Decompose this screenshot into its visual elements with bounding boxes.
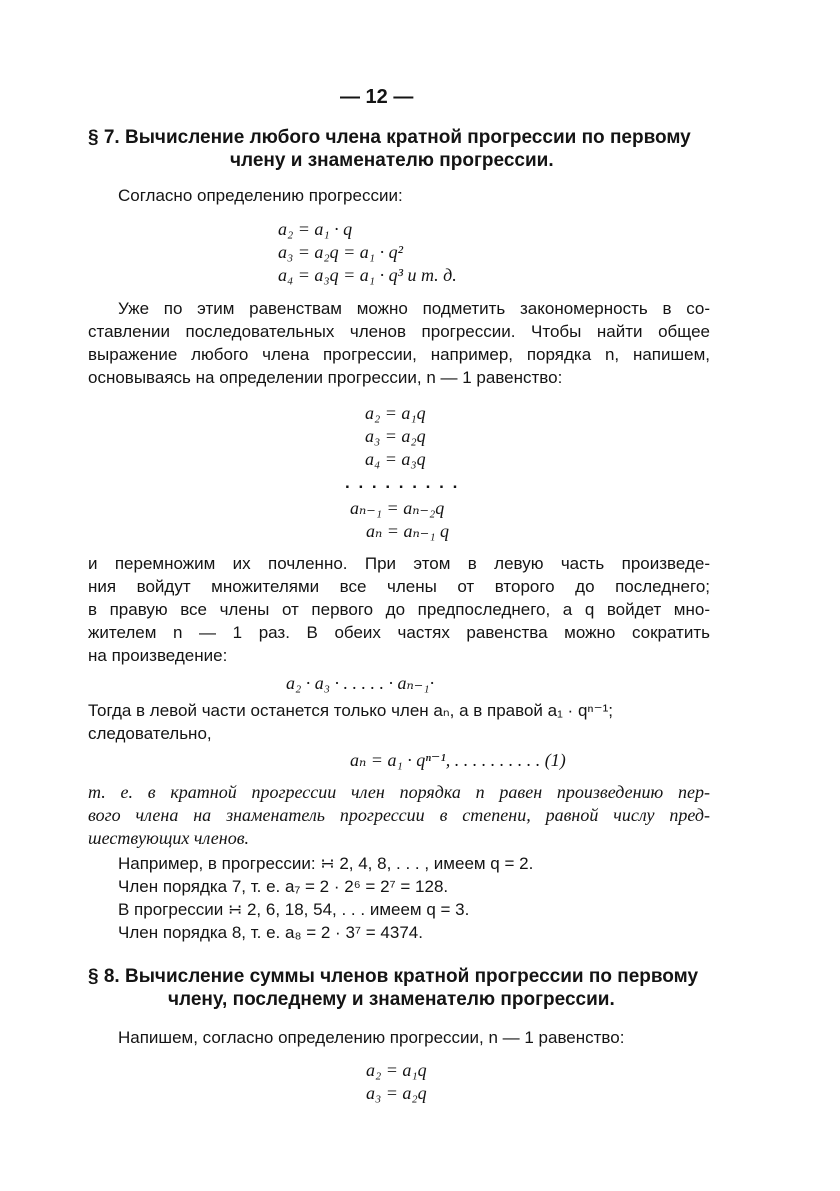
equation-a2: a₂ = a₁ · q (278, 219, 353, 239)
product-expression: a₂ · a₃ · . . . . . · aₙ₋₁· (286, 673, 435, 693)
system-eq-2: a₃ = a₂q (365, 426, 426, 446)
paragraph2-line3: в правую все члены от первого до предпоследнего, а q войдет мно- (88, 600, 710, 619)
paragraph3-line2: следовательно, (88, 724, 212, 743)
example-4: Член порядка 8, т. е. a₈ = 2 · 3⁷ = 4374. (118, 923, 423, 942)
paragraph3-line1: Тогда в левой части останется только член aₙ, а в правой a₁ · qⁿ⁻¹; (88, 701, 613, 720)
section8-heading-line2: члену, последнему и знаменателю прогрессии. (168, 989, 615, 1010)
section8-equation-2: a₃ = a₂q (366, 1083, 427, 1103)
section7-intro: Согласно определению прогрессии: (118, 186, 403, 205)
page-number: — 12 — (340, 86, 414, 108)
paragraph1-line2: ставлении последовательных членов прогрессии. Чтобы найти общее (88, 322, 710, 341)
system-eq-n-minus-1: aₙ₋₁ = aₙ₋₂q (350, 498, 445, 518)
section7-heading-line2: члену и знаменателю прогрессии. (230, 150, 554, 171)
example-3: В прогрессии ∺ 2, 6, 18, 54, . . . имеем q = 3. (118, 900, 470, 919)
paragraph2-line1: и перемножим их почленно. При этом в левую часть произведе- (88, 554, 710, 573)
conclusion-line3: шествующих членов. (88, 828, 250, 848)
example-2: Член порядка 7, т. е. a₇ = 2 · 2⁶ = 2⁷ = 128. (118, 877, 449, 896)
section7-heading-line1: § 7. Вычисление любого члена кратной прогрессии по первому (88, 127, 691, 148)
system-eq-3: a₄ = a₃q (365, 449, 426, 469)
paragraph1-line3: выражение любого члена прогрессии, например, порядка n, напишем, (88, 345, 710, 364)
section8-heading-line1: § 8. Вычисление суммы членов кратной прогрессии по первому (88, 966, 699, 987)
example-1: Например, в прогрессии: ∺ 2, 4, 8, . . . , имеем q = 2. (118, 854, 534, 873)
paragraph2-line2: ния войдут множителями все члены от второго до последнего; (88, 577, 710, 596)
equation-a3: a₃ = a₂q = a₁ · q² (278, 242, 403, 262)
section8-intro: Напишем, согласно определению прогрессии, n — 1 равенство: (118, 1028, 625, 1047)
system-eq-1: a₂ = a₁q (365, 403, 426, 423)
conclusion-line2: вого члена на знаменатель прогрессии в степени, равной числу пред- (88, 805, 710, 825)
paragraph1-line1: Уже по этим равенствам можно подметить закономерность в со- (118, 299, 710, 318)
system-eq-n: aₙ = aₙ₋₁ q (366, 521, 449, 541)
system-ellipsis: . . . . . . . . . (345, 473, 460, 492)
section8-equation-1: a₂ = a₁q (366, 1060, 427, 1080)
conclusion-line1: т. е. в кратной прогрессии член порядка n равен произведению пер- (88, 782, 710, 802)
formula-1: aₙ = a₁ · qⁿ⁻¹, . . . . . . . . . . (1) (350, 750, 566, 770)
paragraph2-line5: на произведение: (88, 646, 228, 665)
paragraph1-line4: основываясь на определении прогрессии, n — 1 равенство: (88, 368, 563, 387)
equation-a4: a₄ = a₃q = a₁ · q³ и т. д. (278, 265, 457, 285)
paragraph2-line4: жителем n — 1 раз. В обеих частях равенства можно сократить (88, 623, 710, 642)
